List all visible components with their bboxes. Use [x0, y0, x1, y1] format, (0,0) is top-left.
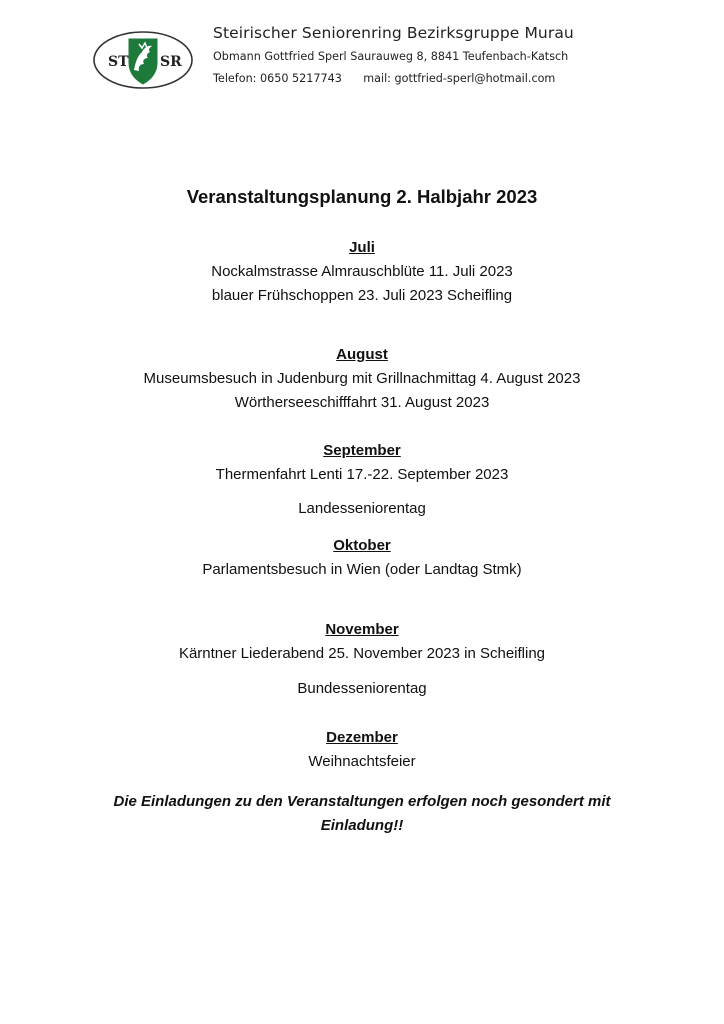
- chairman-address: Obmann Gottfried Sperl Saurauweg 8, 8841 Teufenbach-Katsch: [213, 50, 569, 63]
- phone-number: Telefon: 0650 5217743: [213, 72, 342, 85]
- month-section-november: [0, 618, 724, 666]
- event-item: blauer Frühschoppen 23. Juli 2023 Scheifling: [211, 287, 513, 304]
- month-heading: September: [323, 442, 401, 459]
- letterhead: [213, 22, 574, 90]
- month-heading: August: [336, 346, 388, 363]
- logo-text-sr: SR: [160, 54, 182, 70]
- month-section-juli: [0, 236, 724, 308]
- event-item: Kärntner Liederabend 25. November 2023 in Scheifling: [178, 645, 546, 662]
- email-address: mail: gottfried-sperl@hotmail.com: [363, 72, 556, 85]
- event-item: Weihnachtsfeier: [308, 753, 416, 770]
- event-item: Parlamentsbesuch in Wien (oder Landtag Stmk): [202, 561, 522, 578]
- organization-name: Steirischer Seniorenring Bezirksgruppe Murau: [213, 24, 574, 42]
- event-item: Nockalmstrasse Almrauschblüte 11. Juli 2023: [211, 263, 513, 280]
- event-item: Thermenfahrt Lenti 17.-22. September 2023: [215, 466, 509, 483]
- stsr-logo: [92, 30, 194, 90]
- page-title: Veranstaltungsplanung 2. Halbjahr 2023: [186, 186, 538, 207]
- month-section-september: [0, 439, 724, 487]
- month-heading: November: [325, 621, 399, 638]
- month-section-august: [0, 343, 724, 415]
- closing-note: Die Einladungen zu den Veranstaltungen erfolgen noch gesondert mit Einladung!!: [113, 793, 611, 834]
- month-heading: Oktober: [333, 537, 391, 554]
- event-item-landesseniorentag: Landesseniorentag: [298, 500, 426, 517]
- event-item: Museumsbesuch in Judenburg mit Grillnachmittag 4. August 2023: [143, 370, 581, 387]
- month-section-dezember: [0, 726, 724, 774]
- event-item: Wörtherseeschifffahrt 31. August 2023: [234, 394, 490, 411]
- logo-text-st: ST: [108, 54, 129, 70]
- event-item-bundesseniorentag: Bundesseniorentag: [297, 680, 427, 697]
- month-heading: Juli: [349, 239, 375, 256]
- contact-line: [213, 68, 574, 90]
- month-section-oktober: [0, 534, 724, 582]
- month-heading: Dezember: [326, 729, 398, 746]
